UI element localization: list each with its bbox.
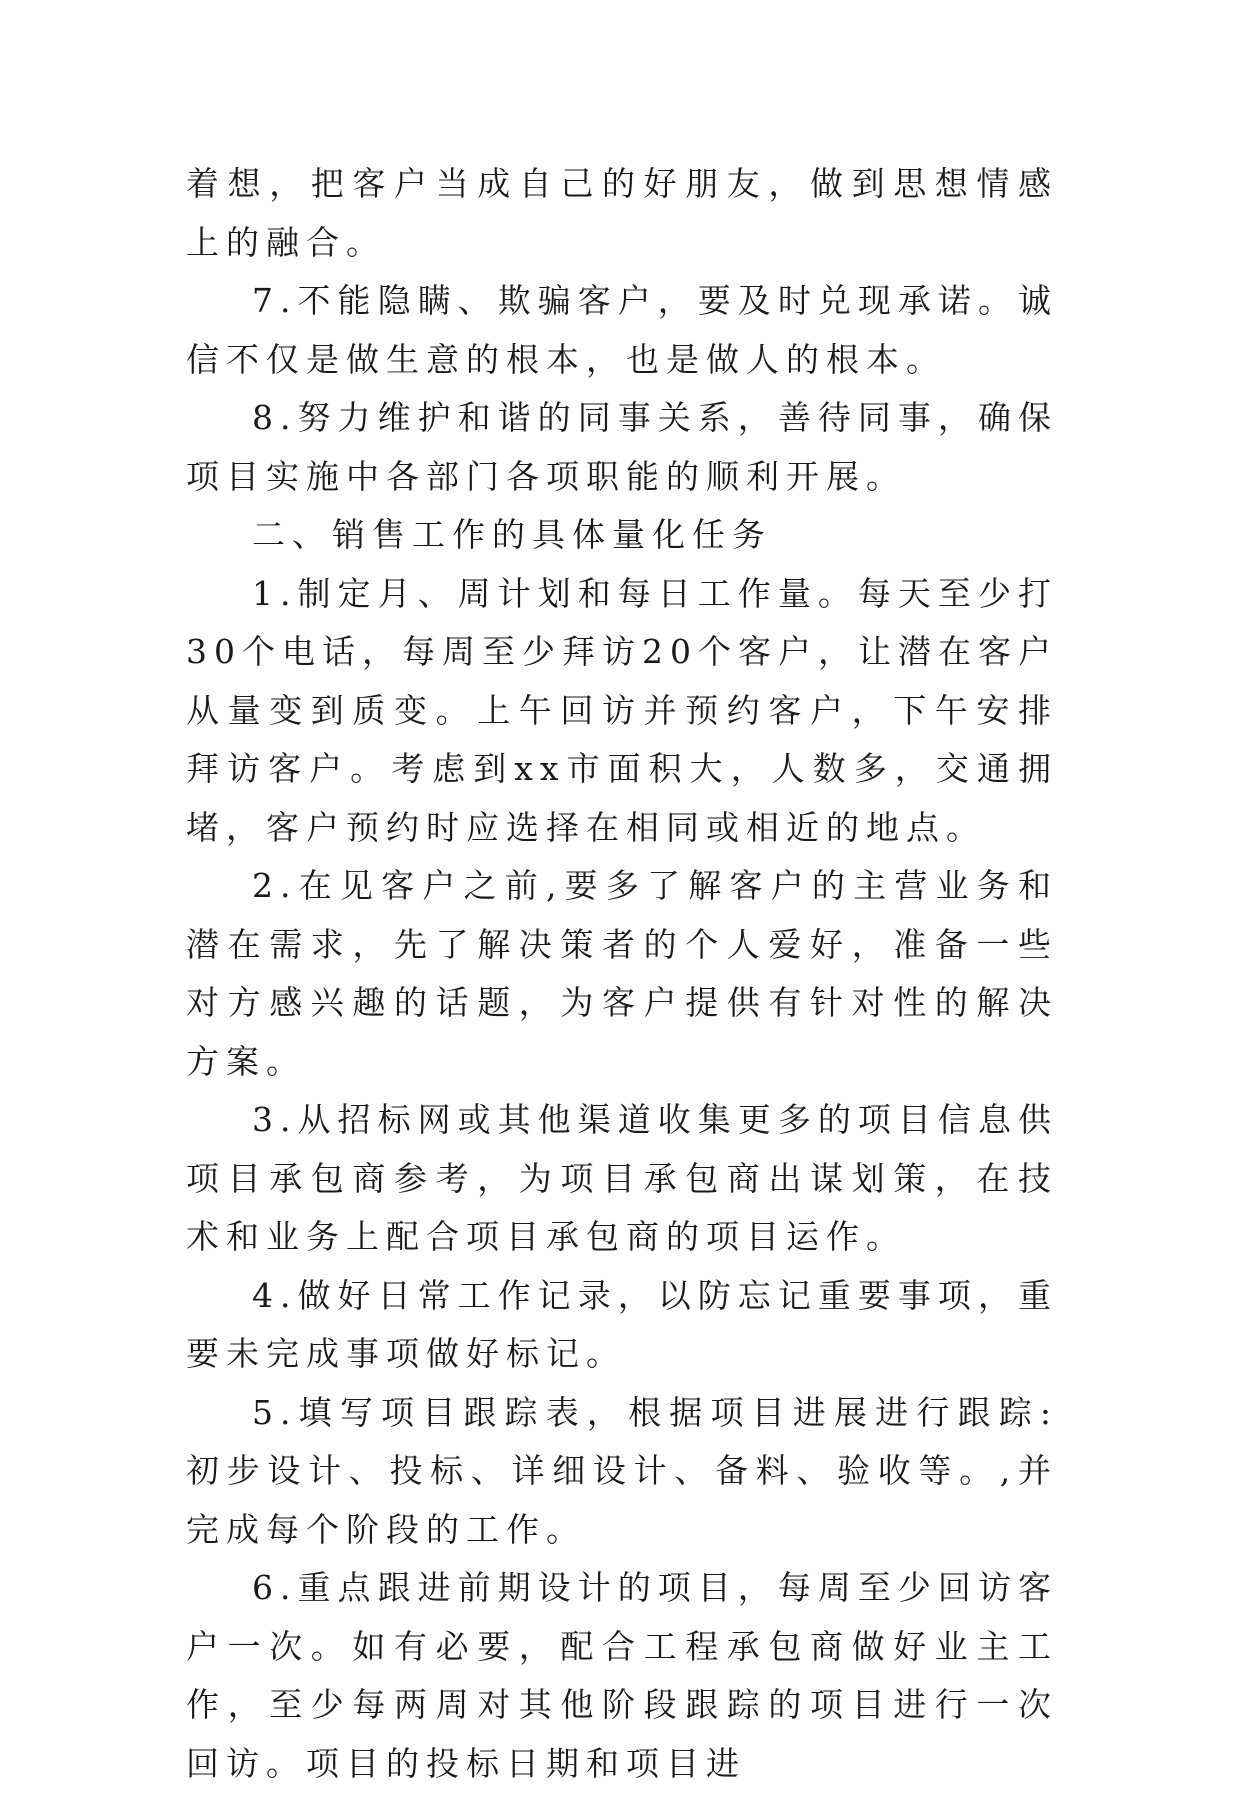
document-body bbox=[186, 155, 1058, 1793]
paragraph-item-8: 8.努力维护和谐的同事关系，善待同事，确保项目实施中各部门各项职能的顺利开展。 bbox=[186, 398, 1058, 496]
paragraph-task-6: 6.重点跟进前期设计的项目，每周至少回访客户一次。如有必要，配合工程承包商做好业主工作，至少每两周对其他阶段跟踪的项目进行一次回访。项目的投标日期和项目进 bbox=[186, 1568, 1058, 1783]
paragraph-item-7: 7.不能隐瞒、欺骗客户，要及时兑现承诺。诚信不仅是做生意的根本，也是做人的根本。 bbox=[186, 281, 1058, 379]
paragraph-task-1: 1.制定月、周计划和每日工作量。每天至少打30个电话，每周至少拜访20个客户，让潜在客户从量变到质变。上午回访并预约客户，下午安排拜访客户。考虑到xx市面积大，人数多，交通拥堵，客户预约时应选择在相同或相近的地点。 bbox=[186, 573, 1058, 847]
paragraph-task-3: 3.从招标网或其他渠道收集更多的项目信息供项目承包商参考，为项目承包商出谋划策，在技术和业务上配合项目承包商的项目运作。 bbox=[186, 1100, 1058, 1256]
paragraph-task-4: 4.做好日常工作记录，以防忘记重要事项，重要未完成事项做好标记。 bbox=[186, 1275, 1058, 1373]
paragraph-task-5: 5.填写项目跟踪表，根据项目进展进行跟踪:初步设计、投标、详细设计、备料、验收等。,并完成每个阶段的工作。 bbox=[186, 1392, 1058, 1549]
section-heading-2: 二、销售工作的具体量化任务 bbox=[252, 515, 772, 554]
paragraph-continuation: 着想，把客户当成自己的好朋友，做到思想情感上的融合。 bbox=[186, 164, 1058, 262]
paragraph-task-2: 2.在见客户之前,要多了解客户的主营业务和潜在需求，先了解决策者的个人爱好，准备一些对方感兴趣的话题，为客户提供有针对性的解决方案。 bbox=[186, 866, 1058, 1081]
